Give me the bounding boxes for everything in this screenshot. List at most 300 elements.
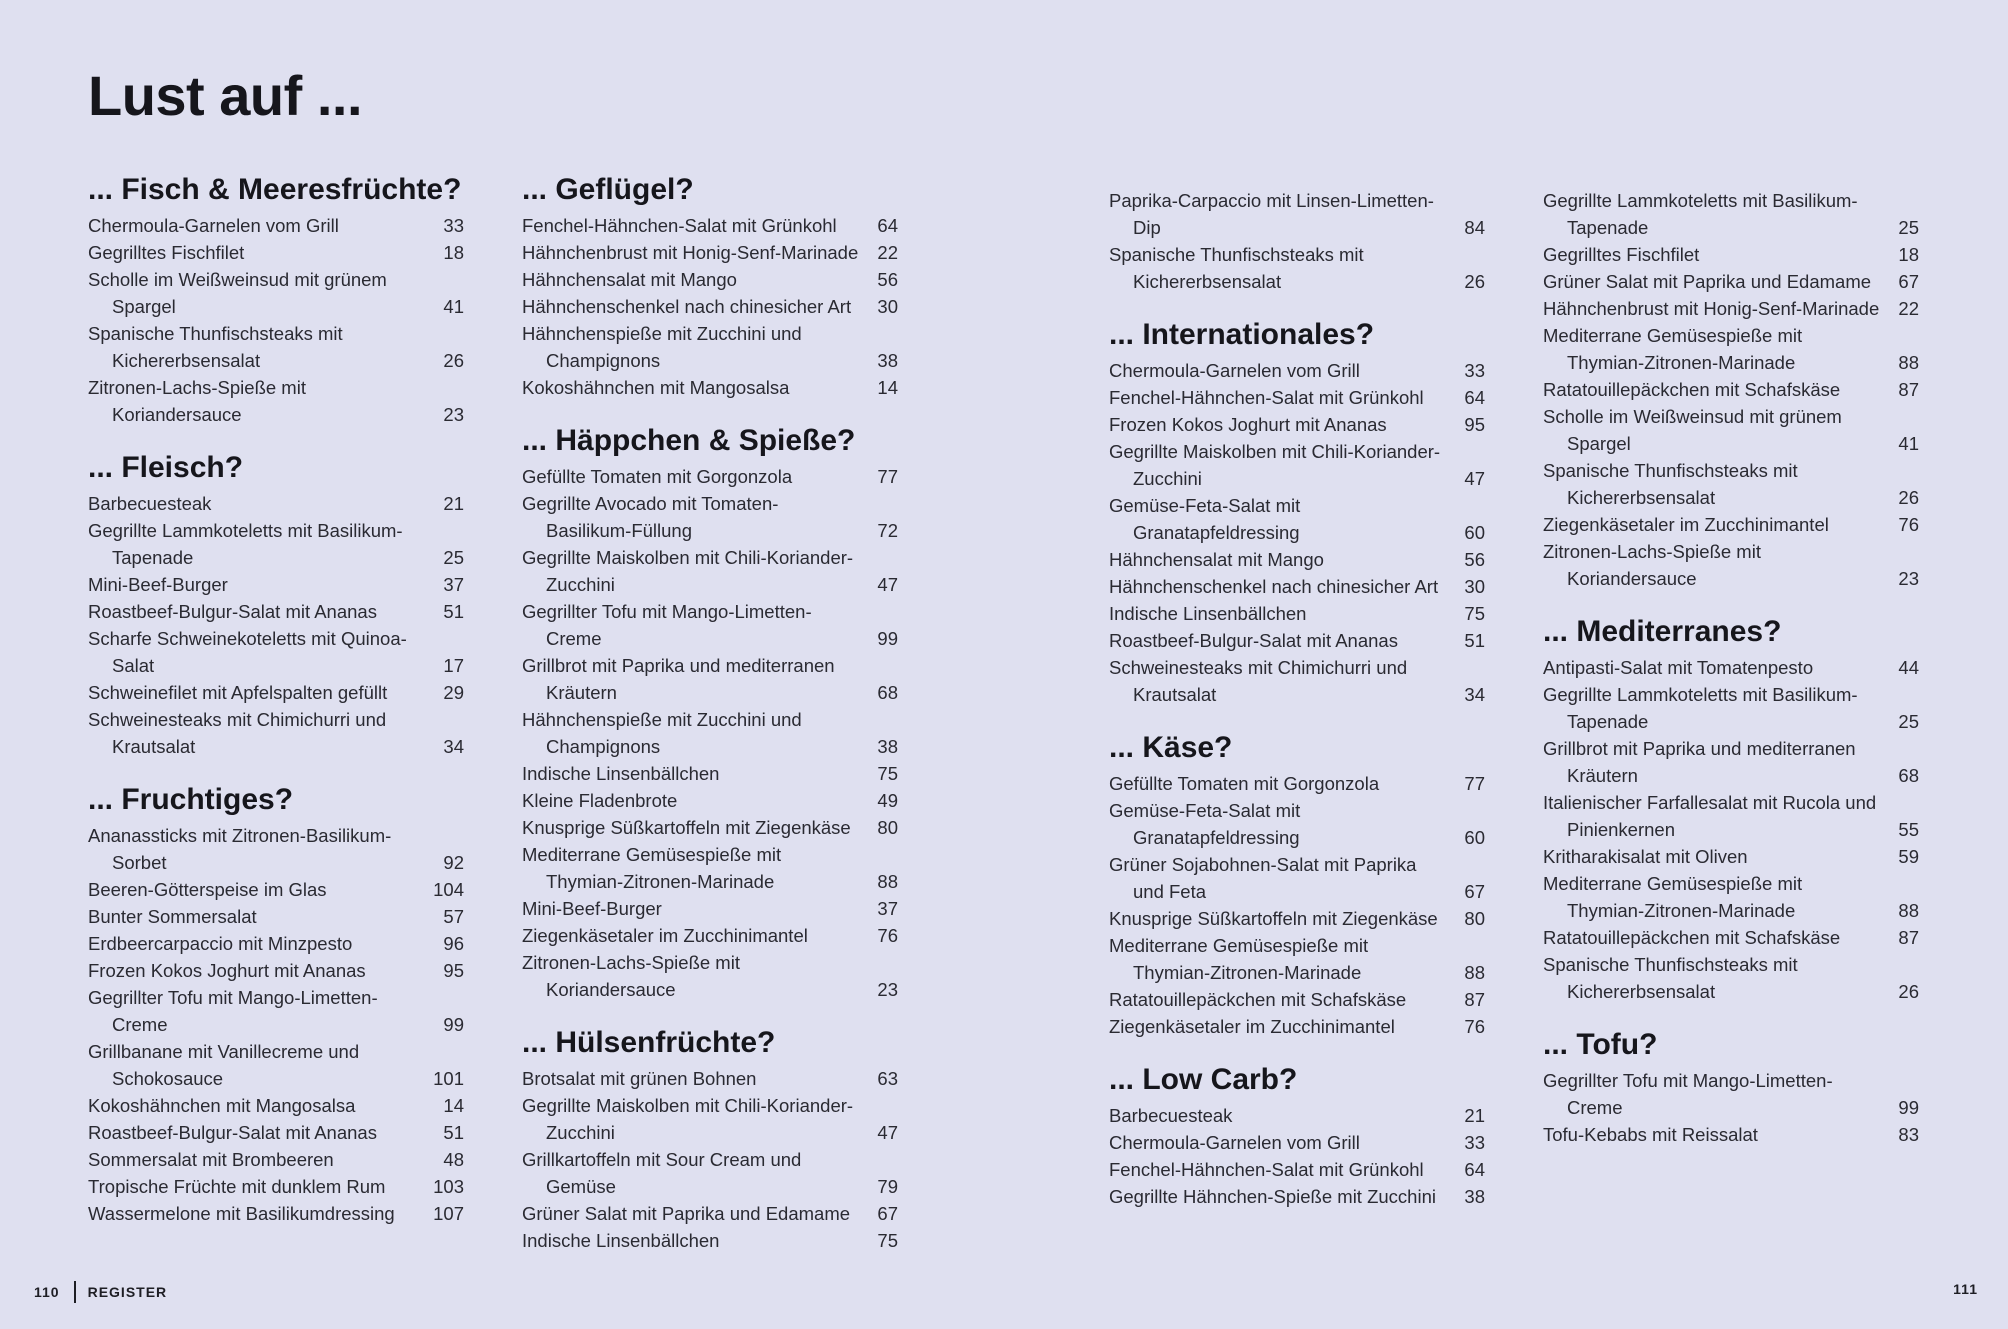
page-number: 80 [877,817,898,838]
page-number: 104 [433,879,464,900]
recipe-name: Gegrillte Lammkoteletts mit Basilikum-Tapenade [1543,684,1858,732]
page-number: 95 [443,960,464,981]
page-number: 87 [1464,989,1485,1010]
index-entry [1109,600,1485,627]
recipe-name: Kokoshähnchen mit Mangosalsa [522,377,790,398]
page-number: 38 [1464,1186,1485,1207]
page-number: 41 [443,296,464,317]
page-number: 79 [877,1176,898,1197]
recipe-name: Chermoula-Garnelen vom Grill [1109,360,1360,381]
page-title: Lust auf ... [88,64,362,127]
index-entry [88,957,464,984]
index-entry [1543,241,1919,268]
page-number: 76 [1898,514,1919,535]
page-number: 75 [1464,603,1485,624]
section-heading: ... Fruchtiges? [88,783,294,816]
recipe-name: Mediterrane Gemüsespieße mit Thymian-Zitronen-Marinade [522,844,782,892]
page-number: 59 [1898,846,1919,867]
recipe-name: Indische Linsenbällchen [522,1230,720,1251]
page-number: 14 [443,1095,464,1116]
recipe-name: Gegrillte Maiskolben mit Chili-Koriander-Zucchini [522,547,854,595]
page-number: 99 [1898,1097,1919,1118]
page-number: 84 [1464,217,1485,238]
index-entry [88,1146,464,1173]
footer-right [1953,1281,1978,1297]
recipe-name: Mediterrane Gemüsespieße mit Thymian-Zitronen-Marinade [1543,873,1803,921]
index-entry [88,822,464,876]
index-entry [88,625,464,679]
page-number: 77 [1464,773,1485,794]
recipe-name: Fenchel-Hähnchen-Salat mit Grünkohl [1109,1159,1424,1180]
page-number: 103 [433,1176,464,1197]
page-number: 26 [1898,981,1919,1002]
index-entry [1109,797,1485,851]
page-number: 88 [877,871,898,892]
recipe-name: Knusprige Süßkartoffeln mit Ziegenkäse [522,817,851,838]
recipe-name: Frozen Kokos Joghurt mit Ananas [88,960,366,981]
page-number: 83 [1898,1124,1919,1145]
recipe-name: Ratatouillepäckchen mit Schafskäse [1543,379,1841,400]
index-entry [88,1200,464,1227]
index-section [1543,614,1919,1005]
index-entry [1109,627,1485,654]
section-heading: ... Tofu? [1543,1028,1658,1061]
page-number: 33 [1464,1132,1485,1153]
page-number: 33 [443,215,464,236]
recipe-name: Ziegenkäsetaler im Zucchinimantel [1543,514,1829,535]
index-entry [522,949,898,1003]
index-column-1 [88,172,464,1249]
index-entry [522,1092,898,1146]
index-entry [1109,1156,1485,1183]
index-entry [1543,322,1919,376]
recipe-name: Gegrillte Hähnchen-Spieße mit Zucchini [1109,1186,1436,1207]
index-entry [88,930,464,957]
recipe-name: Erdbeercarpaccio mit Minzpesto [88,933,353,954]
page-number: 51 [443,601,464,622]
page-number: 67 [1464,881,1485,902]
page-number: 22 [877,242,898,263]
recipe-name: Ratatouillepäckchen mit Schafskäse [1543,927,1841,948]
left-page-number: 110 [34,1284,60,1300]
page-number: 88 [1898,900,1919,921]
recipe-name: Antipasti-Salat mit Tomatenpesto [1543,657,1814,678]
index-entry [522,895,898,922]
recipe-name: Schweinesteaks mit Chimichurri und Krautsalat [88,709,387,757]
index-entry [1109,546,1485,573]
recipe-name: Hähnchenspieße mit Zucchini und Champignons [522,323,802,371]
index-entry [88,1038,464,1092]
index-entry [1109,187,1485,241]
recipe-name: Bunter Sommersalat [88,906,257,927]
index-section [88,782,464,1227]
index-entry [522,652,898,706]
index-section [88,172,464,428]
recipe-name: Ratatouillepäckchen mit Schafskäse [1109,989,1407,1010]
index-entry [522,293,898,320]
page-number: 44 [1898,657,1919,678]
page-number: 23 [443,404,464,425]
page-number: 99 [443,1014,464,1035]
page-number: 18 [1898,244,1919,265]
index-entry [1543,870,1919,924]
recipe-name: Gefüllte Tomaten mit Gorgonzola [522,466,793,487]
index-entry [88,374,464,428]
recipe-name: Hähnchenbrust mit Honig-Senf-Marinade [522,242,859,263]
recipe-name: Gegrilltes Fischfilet [1543,244,1700,265]
page-number: 96 [443,933,464,954]
index-entry [88,239,464,266]
page-number: 95 [1464,414,1485,435]
page-number: 21 [443,493,464,514]
recipe-name: Frozen Kokos Joghurt mit Ananas [1109,414,1387,435]
page-number: 68 [1898,765,1919,786]
page-number: 72 [877,520,898,541]
page-number: 29 [443,682,464,703]
recipe-name: Kokoshähnchen mit Mangosalsa [88,1095,356,1116]
recipe-name: Zitronen-Lachs-Spieße mit Koriandersauce [88,377,306,425]
page-number: 101 [433,1068,464,1089]
recipe-name: Spanische Thunfischsteaks mit Kichererbsensalat [1543,460,1798,508]
index-entry [88,266,464,320]
page-number: 55 [1898,819,1919,840]
index-entry [1109,384,1485,411]
recipe-name: Schweinesteaks mit Chimichurri und Krautsalat [1109,657,1408,705]
page-number: 14 [877,377,898,398]
section-heading: ... Mediterranes? [1543,615,1782,648]
page-number: 60 [1464,522,1485,543]
index-entry [1543,654,1919,681]
footer-left [34,1281,167,1303]
recipe-name: Roastbeef-Bulgur-Salat mit Ananas [88,1122,377,1143]
index-entry [1543,735,1919,789]
page-number: 76 [1464,1016,1485,1037]
recipe-name: Gefüllte Tomaten mit Gorgonzola [1109,773,1380,794]
page-number: 76 [877,925,898,946]
recipe-name: Gegrillter Tofu mit Mango-Limetten-Creme [88,987,378,1035]
page-number: 38 [877,350,898,371]
page-number: 64 [1464,387,1485,408]
index-entry [522,490,898,544]
recipe-name: Spanische Thunfischsteaks mit Kichererbsensalat [1109,244,1364,292]
page-number: 26 [443,350,464,371]
footer-divider [74,1281,76,1303]
index-entry [522,212,898,239]
index-entry [522,598,898,652]
recipe-name: Sommersalat mit Brombeeren [88,1149,334,1170]
index-entry [1109,492,1485,546]
recipe-name: Mediterrane Gemüsespieße mit Thymian-Zitronen-Marinade [1109,935,1369,983]
recipe-name: Hähnchenschenkel nach chinesicher Art [1109,576,1439,597]
page-number: 47 [1464,468,1485,489]
index-entry [1543,457,1919,511]
index-entry [1109,986,1485,1013]
index-entry [522,239,898,266]
index-entry [1543,681,1919,735]
page-number: 26 [1464,271,1485,292]
index-section [522,423,898,1003]
page-number: 23 [1898,568,1919,589]
index-entry [88,1119,464,1146]
recipe-name: Brotsalat mit grünen Bohnen [522,1068,757,1089]
index-entry [522,1227,898,1254]
page-number: 34 [443,736,464,757]
page-number: 92 [443,852,464,873]
page-number: 67 [1898,271,1919,292]
index-entry [88,517,464,571]
page-number: 37 [443,574,464,595]
page-number: 37 [877,898,898,919]
index-entry [1109,905,1485,932]
right-page-number: 111 [1953,1281,1978,1297]
recipe-name: Ziegenkäsetaler im Zucchinimantel [522,925,808,946]
page-number: 67 [877,1203,898,1224]
recipe-name: Knusprige Süßkartoffeln mit Ziegenkäse [1109,908,1438,929]
section-heading: ... Fisch & Meeresfrüchte? [88,173,462,206]
recipe-name: Tropische Früchte mit dunklem Rum [88,1176,386,1197]
index-entry [522,841,898,895]
page-number: 26 [1898,487,1919,508]
section-heading: ... Häppchen & Spieße? [522,424,856,457]
index-entry [1543,268,1919,295]
page-number: 38 [877,736,898,757]
index-entry [88,490,464,517]
recipe-name: Gegrillter Tofu mit Mango-Limetten-Creme [522,601,812,649]
recipe-name: Italienischer Farfallesalat mit Rucola und Pinienkernen [1543,792,1877,840]
index-entry [1543,924,1919,951]
section-heading: ... Käse? [1109,731,1233,764]
recipe-name: Mini-Beef-Burger [88,574,228,595]
index-entry [1109,1102,1485,1129]
recipe-name: Paprika-Carpaccio mit Linsen-Limetten-Dip [1109,190,1434,238]
page-number: 88 [1898,352,1919,373]
recipe-name: Gemüse-Feta-Salat mit Granatapfeldressing [1109,800,1301,848]
index-section [1109,730,1485,1040]
recipe-name: Schweinefilet mit Apfelspalten gefüllt [88,682,388,703]
index-entry [88,1173,464,1200]
index-entry [522,266,898,293]
recipe-name: Zitronen-Lachs-Spieße mit Koriandersauce [522,952,740,1000]
index-entry [1543,376,1919,403]
recipe-name: Scholle im Weißweinsud mit grünem Spargel [1543,406,1842,454]
index-section [1109,1062,1485,1210]
recipe-name: Hähnchenspieße mit Zucchini und Champignons [522,709,802,757]
index-column-2 [522,172,898,1276]
recipe-name: Indische Linsenbällchen [1109,603,1307,624]
index-entry [522,374,898,401]
page-number: 80 [1464,908,1485,929]
section-heading: ... Hülsenfrüchte? [522,1026,776,1059]
recipe-name: Zitronen-Lachs-Spieße mit Koriandersauce [1543,541,1761,589]
page-number: 18 [443,242,464,263]
index-entry [1109,241,1485,295]
index-entry [1109,770,1485,797]
index-column-3 [1109,172,1485,1232]
index-entry [1109,438,1485,492]
recipe-name: Gegrillte Lammkoteletts mit Basilikum-Tapenade [88,520,403,568]
index-entry [1109,932,1485,986]
page-number: 21 [1464,1105,1485,1126]
index-entry [1543,789,1919,843]
recipe-name: Gegrilltes Fischfilet [88,242,245,263]
index-section [1109,317,1485,708]
recipe-name: Hähnchensalat mit Mango [522,269,737,290]
index-entry [1543,1121,1919,1148]
recipe-name: Grüner Salat mit Paprika und Edamame [1543,271,1872,292]
recipe-name: Gegrillte Maiskolben mit Chili-Koriander-Zucchini [1109,441,1441,489]
index-section [522,1025,898,1254]
recipe-name: Gegrillte Maiskolben mit Chili-Koriander-Zucchini [522,1095,854,1143]
index-entry [522,922,898,949]
section-heading: ... Geflügel? [522,173,694,206]
index-entry [522,463,898,490]
recipe-name: Kleine Fladenbrote [522,790,678,811]
index-entry [1543,295,1919,322]
page-number: 64 [1464,1159,1485,1180]
page-number: 47 [877,1122,898,1143]
recipe-name: Hähnchenbrust mit Honig-Senf-Marinade [1543,298,1880,319]
recipe-name: Gegrillte Avocado mit Tomaten-Basilikum-Füllung [522,493,779,541]
page-number: 87 [1898,379,1919,400]
index-section [88,450,464,760]
index-entry [88,1092,464,1119]
index-entry [522,706,898,760]
index-entry [1109,654,1485,708]
section-label: REGISTER [87,1284,168,1300]
recipe-name: Mini-Beef-Burger [522,898,662,919]
index-section [1109,187,1485,295]
index-section [522,172,898,401]
index-entry [522,1200,898,1227]
page-number: 88 [1464,962,1485,983]
page-number: 30 [877,296,898,317]
recipe-name: Wassermelone mit Basilikumdressing [88,1203,395,1224]
page-number: 87 [1898,927,1919,948]
page-number: 77 [877,466,898,487]
section-heading: ... Fleisch? [88,451,244,484]
index-entry [1543,843,1919,870]
index-entry [1109,411,1485,438]
recipe-name: Ananassticks mit Zitronen-Basilikum-Sorbet [88,825,392,873]
index-entry [1109,1013,1485,1040]
recipe-name: Grillbanane mit Vanillecreme und Schokosauce [88,1041,360,1089]
recipe-name: Grillkartoffeln mit Sour Cream und Gemüse [522,1149,802,1197]
index-section [1543,1027,1919,1148]
page-number: 75 [877,1230,898,1251]
recipe-name: Chermoula-Garnelen vom Grill [1109,1132,1360,1153]
page-number: 57 [443,906,464,927]
index-entry [522,544,898,598]
recipe-name: Indische Linsenbällchen [522,763,720,784]
page-number: 56 [877,269,898,290]
section-heading: ... Low Carb? [1109,1063,1298,1096]
page-number: 60 [1464,827,1485,848]
index-entry [1109,357,1485,384]
index-entry [1109,573,1485,600]
page-number: 22 [1898,298,1919,319]
index-entry [88,903,464,930]
recipe-name: Barbecuesteak [88,493,212,514]
page-number: 51 [443,1122,464,1143]
page-number: 51 [1464,630,1485,651]
recipe-name: Tofu-Kebabs mit Reissalat [1543,1124,1758,1145]
recipe-name: Grillbrot mit Paprika und mediterranen Kräutern [522,655,835,703]
recipe-name: Scholle im Weißweinsud mit grünem Spargel [88,269,387,317]
section-heading: ... Internationales? [1109,318,1375,351]
recipe-name: Scharfe Schweinekoteletts mit Quinoa-Salat [88,628,407,676]
recipe-name: Fenchel-Hähnchen-Salat mit Grünkohl [1109,387,1424,408]
page-number: 48 [443,1149,464,1170]
index-entry [522,320,898,374]
index-entry [1109,851,1485,905]
index-entry [88,212,464,239]
page-number: 34 [1464,684,1485,705]
page-number: 17 [443,655,464,676]
page-number: 25 [1898,711,1919,732]
page-number: 30 [1464,576,1485,597]
recipe-name: Grüner Salat mit Paprika und Edamame [522,1203,851,1224]
page-number: 25 [443,547,464,568]
page-number: 107 [433,1203,464,1224]
index-entry [88,571,464,598]
page-number: 41 [1898,433,1919,454]
page-number: 33 [1464,360,1485,381]
index-entry [88,706,464,760]
index-entry [522,814,898,841]
page-number: 25 [1898,217,1919,238]
index-entry [522,1065,898,1092]
recipe-name: Fenchel-Hähnchen-Salat mit Grünkohl [522,215,837,236]
recipe-name: Spanische Thunfischsteaks mit Kichererbsensalat [88,323,343,371]
recipe-name: Chermoula-Garnelen vom Grill [88,215,339,236]
index-entry [1109,1183,1485,1210]
index-entry [1543,187,1919,241]
page-number: 23 [877,979,898,1000]
index-entry [88,876,464,903]
recipe-name: Spanische Thunfischsteaks mit Kichererbsensalat [1543,954,1798,1002]
page-number: 56 [1464,549,1485,570]
recipe-name: Mediterrane Gemüsespieße mit Thymian-Zitronen-Marinade [1543,325,1803,373]
index-entry [1543,538,1919,592]
page-number: 47 [877,574,898,595]
index-column-4 [1543,172,1919,1170]
recipe-name: Barbecuesteak [1109,1105,1233,1126]
index-entry [522,760,898,787]
page-number: 99 [877,628,898,649]
recipe-name: Gegrillter Tofu mit Mango-Limetten-Creme [1543,1070,1833,1118]
recipe-name: Hähnchensalat mit Mango [1109,549,1324,570]
page-number: 64 [877,215,898,236]
index-section [1543,187,1919,592]
index-entry [522,787,898,814]
index-entry [88,984,464,1038]
page-number: 75 [877,763,898,784]
recipe-name: Roastbeef-Bulgur-Salat mit Ananas [88,601,377,622]
page-number: 49 [877,790,898,811]
recipe-name: Grüner Sojabohnen-Salat mit Paprika und Feta [1109,854,1417,902]
recipe-name: Hähnchenschenkel nach chinesicher Art [522,296,852,317]
recipe-name: Ziegenkäsetaler im Zucchinimantel [1109,1016,1395,1037]
index-entry [1543,951,1919,1005]
index-entry [88,320,464,374]
recipe-name: Kritharakisalat mit Oliven [1543,846,1748,867]
recipe-name: Roastbeef-Bulgur-Salat mit Ananas [1109,630,1398,651]
recipe-name: Gegrillte Lammkoteletts mit Basilikum-Tapenade [1543,190,1858,238]
index-entry [522,1146,898,1200]
index-entry [1543,1067,1919,1121]
index-entry [1109,1129,1485,1156]
index-entry [1543,403,1919,457]
